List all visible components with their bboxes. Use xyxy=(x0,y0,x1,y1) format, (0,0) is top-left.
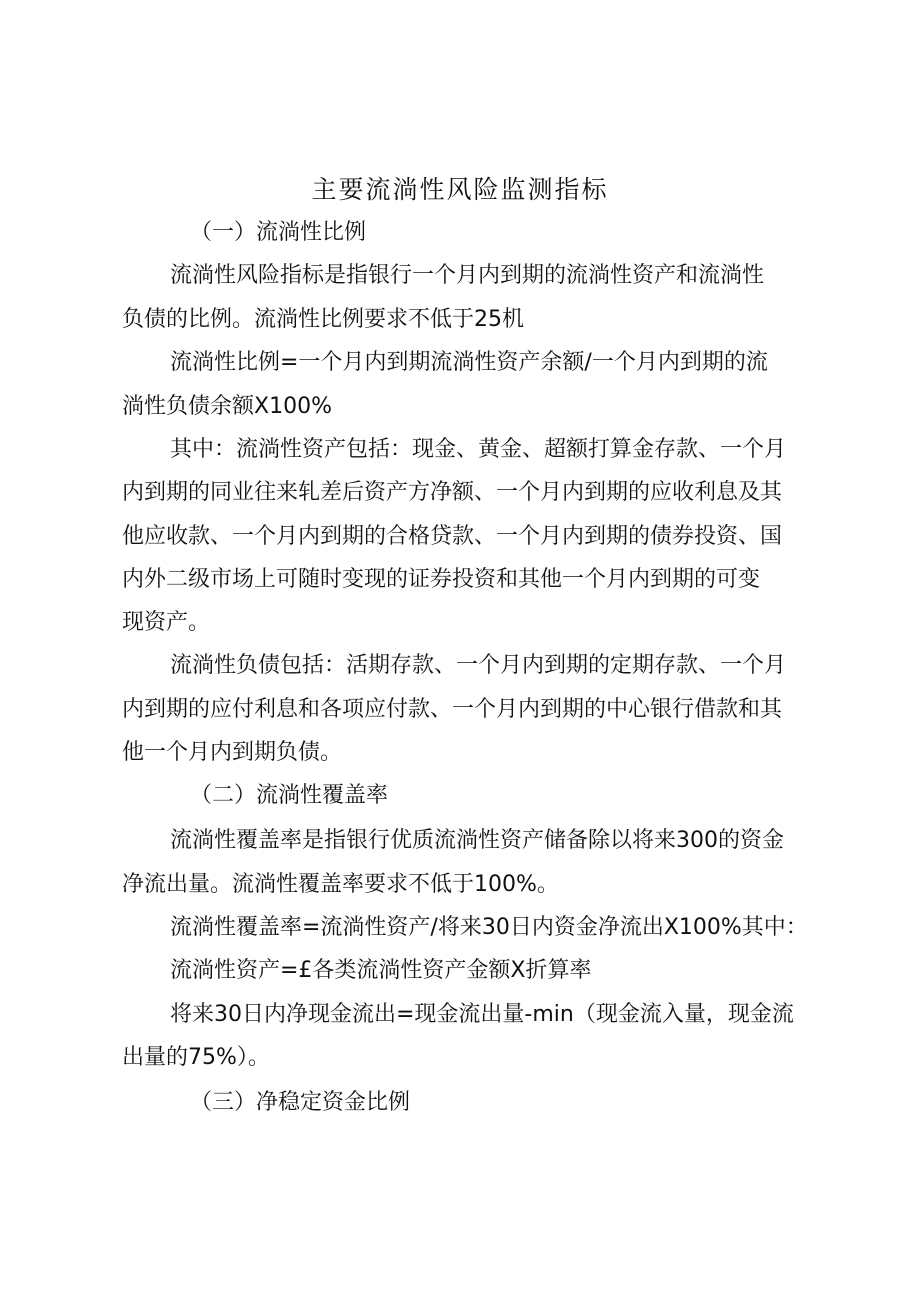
paragraph-line: 流淌性覆盖率是指银行优质流淌性资产储备除以将来300的资金 xyxy=(170,828,784,853)
paragraph-line: 内外二级市场上可随时变现的证券投资和其他一个月内到期的可变 xyxy=(122,567,761,592)
section-heading-2: （二）流淌性覆盖率 xyxy=(190,783,389,808)
section-heading-1: （一）流淌性比例 xyxy=(190,220,367,245)
paragraph-line: 其中：流淌性资产包括：现金、黄金、超额打算金存款、一个月 xyxy=(170,437,787,462)
paragraph-line: 内到期的应付利息和各项应付款、一个月内到期的中心银行借款和其 xyxy=(122,697,783,722)
paragraph-line: 他应收款、一个月内到期的合格贷款、一个月内到期的债券投资、国 xyxy=(122,524,783,549)
formula-line: 将来30日内净现金流出=现金流出量-min（现金流入量，现金流 xyxy=(170,1002,794,1027)
paragraph-line: 他一个月内到期负债。 xyxy=(122,740,343,765)
formula-line: 流淌性资产=£各类流淌性资产金额X折算率 xyxy=(170,958,592,983)
paragraph-line: 现资产。 xyxy=(122,610,211,635)
paragraph-line: 内到期的同业往来轧差后资产方净额、一个月内到期的应收利息及其 xyxy=(122,480,783,505)
formula-line: 淌性负债余额X100% xyxy=(122,394,332,419)
document-title: 主要流淌性风险监测指标 xyxy=(311,175,609,204)
paragraph-line: 净流出量。流淌性覆盖率要求不低于100%。 xyxy=(122,872,559,897)
paragraph-line: 流淌性负债包括：活期存款、一个月内到期的定期存款、一个月 xyxy=(170,653,787,678)
formula-line: 出量的75%）。 xyxy=(122,1045,270,1070)
section-heading-3: （三）净稳定资金比例 xyxy=(190,1090,411,1115)
formula-line: 流淌性比例=一个月内到期流淌性资产余额/一个月内到期的流 xyxy=(170,350,768,375)
paragraph-line: 负债的比例。流淌性比例要求不低于25机 xyxy=(122,307,524,332)
formula-line: 流淌性覆盖率=流淌性资产/将来30日内资金净流出X100%其中： xyxy=(170,915,808,940)
paragraph-line: 流淌性风险指标是指银行一个月内到期的流淌性资产和流淌性 xyxy=(170,263,765,288)
